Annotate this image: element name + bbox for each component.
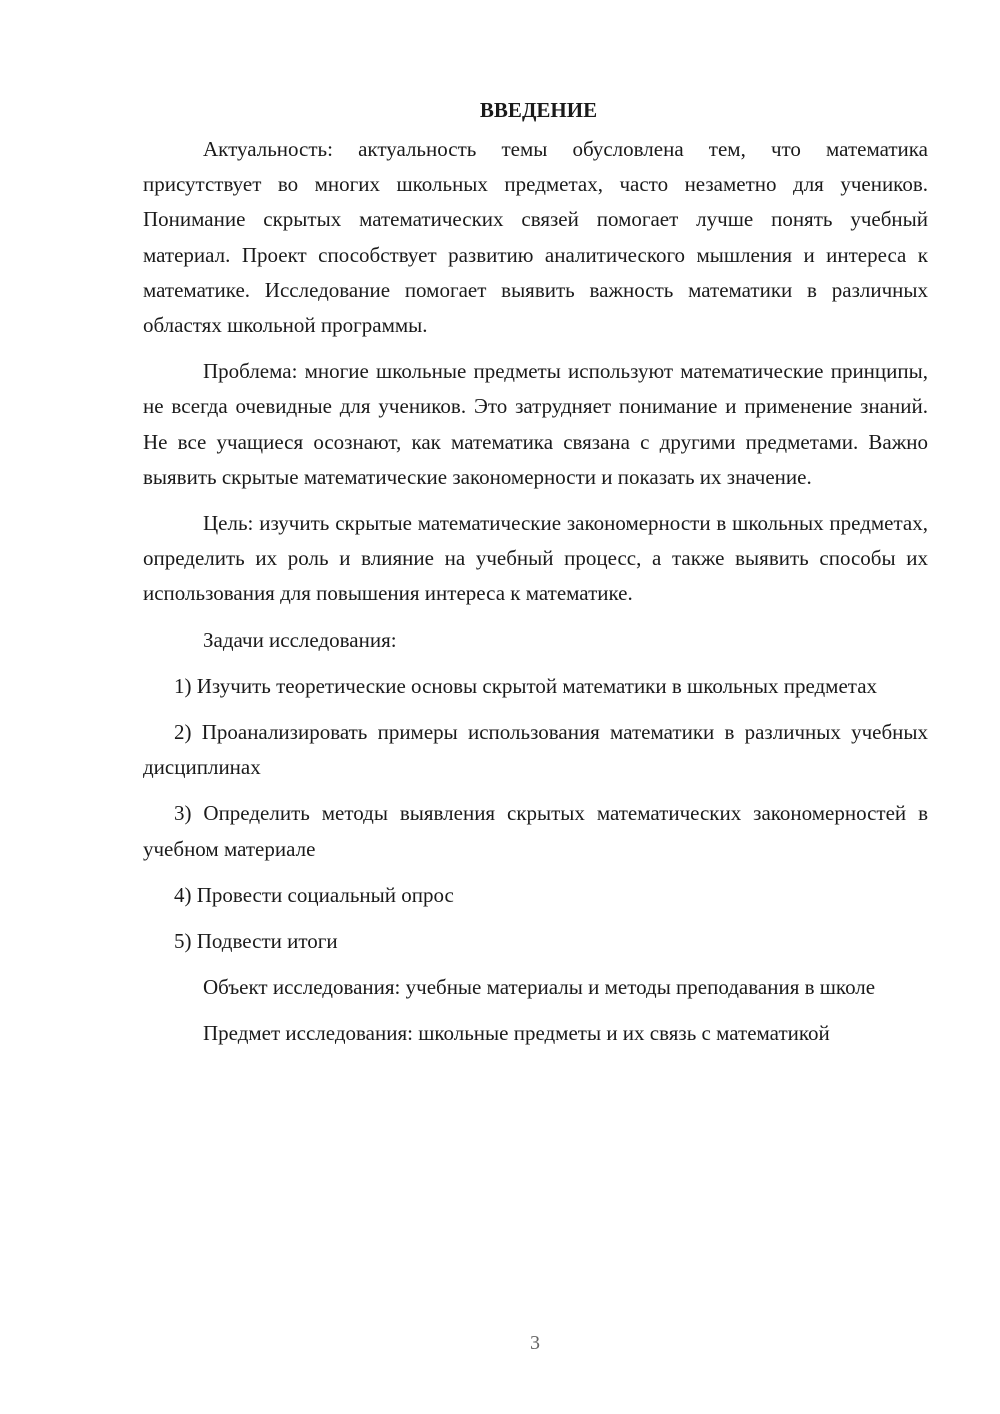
task-item: 5) Подвести итоги (174, 929, 338, 954)
goal-paragraph: Цель: изучить скрытые математические закономерности в школьных предметах, определить их роль и влияние на учебный процесс, а также выявить способы их использования для повышения интереса к математике. (143, 511, 928, 606)
task-item: 3) Определить методы выявления скрытых математических закономерностей в учебном материале (143, 801, 928, 861)
relevance-paragraph: Актуальность: актуальность темы обусловлена тем, что математика присутствует во многих школьных предметах, часто незаметно для учеников. Понимание скрытых математических связей помогает лучше понять учебный материал. Проект способствует развитию аналитического мышления и интереса к математике. Исследование помогает выявить важность математики в различных областях школьной программы. (143, 137, 928, 338)
problem-paragraph: Проблема: многие школьные предметы используют математические принципы, не всегда очевидные для учеников. Это затрудняет понимание и применение знаний. Не все учащиеся осознают, как математика связана с другими предметами. Важно выявить скрытые математические закономерности и показать их значение. (143, 359, 928, 489)
task-item: 1) Изучить теоретические основы скрытой математики в школьных предметах (174, 673, 878, 698)
page-number: 3 (530, 1332, 540, 1354)
page-title: ВВЕДЕНИЕ (479, 98, 598, 122)
research-object-paragraph: Объект исследования: учебные материалы и методы преподавания в школе (203, 975, 876, 1000)
task-item: 2) Проанализировать примеры использования математики в различных учебных дисциплинах (143, 720, 928, 780)
research-subject-paragraph: Предмет исследования: школьные предметы и их связь с математикой (203, 1021, 830, 1046)
tasks-heading: Задачи исследования: (203, 627, 397, 652)
task-item: 4) Провести социальный опрос (174, 882, 454, 907)
document-page (143, 92, 928, 1063)
